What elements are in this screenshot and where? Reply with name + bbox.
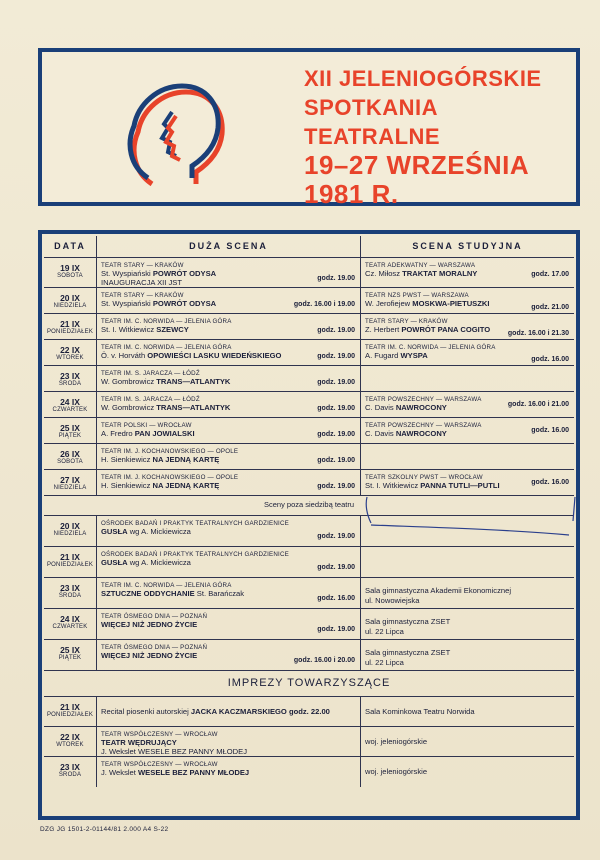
play-author: St. I. Witkiewicz bbox=[101, 325, 155, 334]
stud-theatre: TEATR IM. C. NORWIDA — JELENIA GÓRA bbox=[365, 344, 496, 351]
outside-play-title: SZTUCZNE ODDYCHANIE bbox=[101, 589, 195, 598]
date-weekday: PONIEDZIAŁEK bbox=[46, 562, 94, 568]
outside-row bbox=[44, 640, 574, 671]
table-row bbox=[44, 314, 574, 340]
date-cell bbox=[44, 258, 97, 287]
poster-header bbox=[38, 48, 580, 209]
play-title: OPOWIEŚCI LASKU WIEDEŃSKIEGO bbox=[147, 351, 282, 360]
stud-time: godz. 16.00 bbox=[531, 356, 569, 363]
stud-time: godz. 16.00 bbox=[531, 479, 569, 486]
date-day: 25 IX bbox=[60, 423, 80, 433]
play-title: NA JEDNĄ KARTĘ bbox=[152, 481, 220, 490]
stud-theatre: TEATR NZS PWST — WARSZAWA bbox=[365, 292, 469, 299]
title-line-3: TEATRALNE bbox=[304, 124, 441, 149]
date-cell bbox=[44, 697, 97, 726]
outside-time: godz. 16.00 bbox=[317, 595, 355, 602]
date-day: 23 IX bbox=[60, 371, 80, 381]
date-weekday: ŚRODA bbox=[58, 381, 82, 387]
outside-right-cell bbox=[361, 640, 574, 670]
duza-theatre: TEATR IM. C. NORWIDA — JELENIA GÓRA bbox=[101, 318, 232, 325]
imprezy-prefix: J. Wekslet bbox=[101, 768, 136, 777]
imprezy-left-cell bbox=[97, 697, 361, 726]
play-author: H. Sienkiewicz bbox=[101, 455, 151, 464]
outside-venue-street: ul. 22 Lipca bbox=[365, 658, 404, 667]
play-author: Z. Herbert bbox=[365, 325, 400, 334]
stud-theatre: TEATR POWSZECHNY — WARSZAWA bbox=[365, 422, 482, 429]
date-day: 19 IX bbox=[60, 263, 80, 273]
duza-scena-cell bbox=[97, 366, 361, 391]
imprezy-play-title: TEATR WĘDRUJĄCY bbox=[101, 738, 177, 747]
duza-time: godz. 19.00 bbox=[317, 379, 355, 386]
scena-studyjna-cell bbox=[361, 314, 574, 339]
title-dates: 19–27 WRZEŚNIA 1981 R. bbox=[304, 150, 529, 209]
duza-time: godz. 19.00 bbox=[317, 457, 355, 464]
date-day: 21 IX bbox=[60, 319, 80, 329]
date-day: 21 IX bbox=[60, 702, 80, 712]
duza-theatre: TEATR IM. J. KOCHANOWSKIEGO — OPOLE bbox=[101, 448, 239, 455]
play-author: A. Fredro bbox=[101, 429, 133, 438]
play-title: PAN JOWIALSKI bbox=[134, 429, 195, 438]
outside-left-cell bbox=[97, 516, 361, 546]
date-cell bbox=[44, 340, 97, 365]
imprezy-venue: woj. jeleniogórskie bbox=[365, 737, 428, 746]
play-author: H. Sienkiewicz bbox=[101, 481, 151, 490]
play-author: St. I. Witkiewicz bbox=[365, 481, 419, 490]
duza-scena-cell bbox=[97, 258, 361, 287]
scena-studyjna-cell bbox=[361, 444, 574, 469]
date-weekday: WTOREK bbox=[56, 355, 84, 361]
stud-theatre: TEATR ADEKWATNY — WARSZAWA bbox=[365, 262, 476, 269]
table-row bbox=[44, 288, 574, 314]
duza-theatre: TEATR IM. J. KOCHANOWSKIEGO — OPOLE bbox=[101, 474, 239, 481]
stud-time: godz. 16.00 i 21.30 bbox=[507, 330, 569, 337]
outside-play-title: WIĘCEJ NIŻ JEDNO ŻYCIE bbox=[101, 620, 198, 629]
imprezy-right-cell bbox=[361, 697, 574, 726]
date-day: 22 IX bbox=[60, 345, 80, 355]
duza-time: godz. 19.00 bbox=[317, 431, 355, 438]
outside-venue-street: ul. Nowowiejska bbox=[365, 596, 420, 605]
festival-title bbox=[304, 64, 574, 209]
outside-time: godz. 19.00 bbox=[317, 533, 355, 540]
date-day: 23 IX bbox=[60, 762, 80, 772]
play-title: NAWROCONY bbox=[395, 403, 447, 412]
table-row bbox=[44, 444, 574, 470]
date-day: 24 IX bbox=[60, 614, 80, 624]
date-cell bbox=[44, 392, 97, 417]
imprezy-play-title: JACKA KACZMARSKIEGO bbox=[190, 707, 287, 716]
duza-scena-cell bbox=[97, 444, 361, 469]
imprezy-title: IMPREZY TOWARZYSZĄCE bbox=[227, 677, 391, 689]
outside-venue: Sala gimnastyczna Akademii Ekonomicznej bbox=[365, 586, 512, 595]
imprezy-play-title: WESELE BEZ PANNY MŁODEJ bbox=[138, 768, 250, 777]
duza-time: godz. 19.00 bbox=[317, 483, 355, 490]
duza-time: godz. 19.00 bbox=[317, 405, 355, 412]
outside-row bbox=[44, 578, 574, 609]
stud-time: godz. 16.00 bbox=[531, 427, 569, 434]
imprezy-theatre: TEATR WSPÓŁCZESNY — WROCŁAW bbox=[101, 761, 218, 768]
date-weekday: WTOREK bbox=[56, 742, 84, 748]
stud-time: godz. 16.00 i 21.00 bbox=[507, 401, 569, 408]
date-weekday: NIEDZIELA bbox=[53, 531, 87, 537]
play-author: W. Jerofiejew bbox=[365, 299, 411, 308]
date-day: 23 IX bbox=[60, 583, 80, 593]
imprezy-play bbox=[101, 768, 360, 777]
imprezy-row bbox=[44, 757, 574, 787]
outside-theatre: TEATR ÓSMEGO DNIA — POZNAŃ bbox=[101, 613, 208, 620]
date-day: 26 IX bbox=[60, 449, 80, 459]
outside-right-cell bbox=[361, 578, 574, 608]
date-weekday: PONIEDZIAŁEK bbox=[46, 712, 94, 718]
date-cell bbox=[44, 418, 97, 443]
play-title: POWRÓT PANA COGITO bbox=[401, 325, 491, 334]
imprezy-row bbox=[44, 697, 574, 727]
duza-time: godz. 19.00 bbox=[317, 353, 355, 360]
play-title: TRAKTAT MORALNY bbox=[402, 269, 478, 278]
scena-studyjna-cell bbox=[361, 340, 574, 365]
scena-studyjna-cell bbox=[361, 258, 574, 287]
scena-studyjna-cell bbox=[361, 288, 574, 313]
date-cell bbox=[44, 578, 97, 608]
scena-studyjna-cell bbox=[361, 366, 574, 391]
date-weekday: NIEDZIELA bbox=[53, 485, 87, 491]
outside-venue: Sala gimnastyczna ZSET bbox=[365, 648, 451, 657]
imprezy-right-cell bbox=[361, 727, 574, 756]
duza-theatre: TEATR POLSKI — WROCŁAW bbox=[101, 422, 192, 429]
imprezy-play bbox=[101, 738, 360, 747]
table-row bbox=[44, 340, 574, 366]
date-cell bbox=[44, 314, 97, 339]
duza-theatre: TEATR STARY — KRAKÓW bbox=[101, 292, 184, 299]
play-title: SZEWCY bbox=[156, 325, 189, 334]
table-header-row bbox=[44, 236, 574, 258]
date-weekday: PIĄTEK bbox=[58, 433, 82, 439]
outside-left-cell bbox=[97, 578, 361, 608]
play-title: POWRÓT ODYSA bbox=[152, 269, 217, 278]
scena-studyjna-cell bbox=[361, 392, 574, 417]
date-cell bbox=[44, 609, 97, 639]
play-author: C. Davis bbox=[365, 403, 394, 412]
imprezy-venue: Sala Kominkowa Teatru Norwida bbox=[365, 707, 475, 716]
date-cell bbox=[44, 757, 97, 787]
outside-play-author: wg A. Mickiewicza bbox=[129, 527, 191, 536]
title-line-1: XII JELENIOGÓRSKIE bbox=[304, 66, 542, 91]
outside-row bbox=[44, 547, 574, 578]
handwritten-pen-mark bbox=[361, 491, 581, 541]
outside-row bbox=[44, 609, 574, 640]
date-day: 22 IX bbox=[60, 732, 80, 742]
date-weekday: SOBOTA bbox=[57, 459, 83, 465]
table-row bbox=[44, 366, 574, 392]
date-day: 20 IX bbox=[60, 293, 80, 303]
date-day: 27 IX bbox=[60, 475, 80, 485]
header-date: DATA bbox=[44, 236, 97, 257]
imprezy-extra: J. Wekslet WESELE BEZ PANNY MŁODEJ bbox=[101, 747, 248, 756]
outside-venue: Sala gimnastyczna ZSET bbox=[365, 617, 451, 626]
duza-time: godz. 16.00 i 19.00 bbox=[293, 301, 355, 308]
print-info: DZG JG 1501-2-01144/81 2.000 A4 S-22 bbox=[40, 826, 169, 833]
date-weekday: CZWARTEK bbox=[52, 407, 88, 413]
date-weekday: ŚRODA bbox=[58, 593, 82, 599]
outside-theatre: TEATR ÓSMEGO DNIA — POZNAŃ bbox=[101, 644, 208, 651]
stud-theatre: TEATR STARY — KRAKÓW bbox=[365, 318, 448, 325]
date-weekday: CZWARTEK bbox=[52, 624, 88, 630]
date-day: 21 IX bbox=[60, 552, 80, 562]
outside-play-title: GUSŁA bbox=[101, 527, 128, 536]
date-cell bbox=[44, 288, 97, 313]
imprezy-time: godz. 22.00 bbox=[288, 707, 330, 716]
date-cell bbox=[44, 727, 97, 756]
date-weekday: ŚRODA bbox=[58, 772, 82, 778]
header-scena-studyjna: SCENA STUDYJNA bbox=[412, 241, 523, 251]
header-duza-scena: DUŻA SCENA bbox=[97, 236, 361, 257]
outside-right-cell bbox=[361, 547, 574, 577]
date-cell bbox=[44, 444, 97, 469]
imprezy-left-cell bbox=[97, 727, 361, 756]
stud-theatre: TEATR POWSZECHNY — WARSZAWA bbox=[365, 396, 482, 403]
duza-time: godz. 19.00 bbox=[317, 327, 355, 334]
duza-scena-cell bbox=[97, 314, 361, 339]
date-weekday: SOBOTA bbox=[57, 273, 83, 279]
title-line-2: SPOTKANIA bbox=[304, 95, 439, 120]
duza-scena-cell bbox=[97, 288, 361, 313]
outside-play-title: GUSŁA bbox=[101, 558, 128, 567]
duza-scena-cell bbox=[97, 392, 361, 417]
play-title: NAWROCONY bbox=[395, 429, 447, 438]
scena-studyjna-cell bbox=[361, 418, 574, 443]
stud-time: godz. 21.00 bbox=[531, 304, 569, 311]
duza-theatre: TEATR STARY — KRAKÓW bbox=[101, 262, 184, 269]
imprezy-right-cell bbox=[361, 757, 574, 787]
stud-theatre: TEATR SZKOLNY PWST — WROCŁAW bbox=[365, 474, 483, 481]
imprezy-play bbox=[101, 707, 360, 716]
play-author: A. Fugard bbox=[365, 351, 399, 360]
duza-theatre: TEATR IM. S. JARACZA — ŁÓDŹ bbox=[101, 370, 200, 377]
play-author: W. Gombrowicz bbox=[101, 403, 155, 412]
outside-venues-caption: Sceny poza siedzibą teatru bbox=[263, 500, 355, 509]
imprezy-prefix: Recital piosenki autorskiej bbox=[101, 707, 189, 716]
play-title: MOSKWA-PIETUSZKI bbox=[412, 299, 490, 308]
date-day: 25 IX bbox=[60, 645, 80, 655]
date-day: 20 IX bbox=[60, 521, 80, 531]
date-cell bbox=[44, 470, 97, 495]
imprezy-row bbox=[44, 727, 574, 757]
outside-venue-street: ul. 22 Lipca bbox=[365, 627, 404, 636]
table-row bbox=[44, 258, 574, 288]
duza-theatre: TEATR IM. S. JARACZA — ŁÓDŹ bbox=[101, 396, 200, 403]
play-author: Ö. v. Horváth bbox=[101, 351, 146, 360]
play-title: PANNA TUTLI—PUTLI bbox=[420, 481, 500, 490]
duza-theatre: TEATR IM. C. NORWIDA — JELENIA GÓRA bbox=[101, 344, 232, 351]
duza-extra: INAUGURACJA XII JST bbox=[101, 278, 183, 287]
play-author: C. Davis bbox=[365, 429, 394, 438]
date-cell bbox=[44, 547, 97, 577]
date-cell bbox=[44, 516, 97, 546]
stud-time: godz. 17.00 bbox=[531, 271, 569, 278]
date-day: 24 IX bbox=[60, 397, 80, 407]
play-author: St. Wyspiański bbox=[101, 299, 151, 308]
outside-theatre: OŚRODEK BADAŃ I PRAKTYK TEATRALNYCH GARDZIENICE bbox=[101, 551, 289, 558]
outside-time: godz. 19.00 bbox=[317, 626, 355, 633]
outside-play-author: wg A. Mickiewicza bbox=[129, 558, 191, 567]
outside-left-cell bbox=[97, 640, 361, 670]
duza-scena-cell bbox=[97, 418, 361, 443]
table-row bbox=[44, 418, 574, 444]
head-profile-logo-icon bbox=[112, 72, 232, 192]
outside-left-cell bbox=[97, 609, 361, 639]
date-cell bbox=[44, 640, 97, 670]
play-title: TRANS—ATLANTYK bbox=[156, 403, 231, 412]
play-author: Cz. Miłosz bbox=[365, 269, 401, 278]
outside-play-author: St. Barańczak bbox=[196, 589, 245, 598]
play-title: WYSPA bbox=[400, 351, 428, 360]
outside-time: godz. 16.00 i 20.00 bbox=[293, 657, 355, 664]
outside-right-cell bbox=[361, 609, 574, 639]
play-title: POWRÓT ODYSA bbox=[152, 299, 217, 308]
play-title: NA JEDNĄ KARTĘ bbox=[152, 455, 220, 464]
outside-play-title: WIĘCEJ NIŻ JEDNO ŻYCIE bbox=[101, 651, 198, 660]
date-weekday: PONIEDZIAŁEK bbox=[46, 329, 94, 335]
outside-theatre: TEATR IM. C. NORWIDA — JELENIA GÓRA bbox=[101, 582, 232, 589]
imprezy-left-cell bbox=[97, 757, 361, 787]
imprezy-theatre: TEATR WSPÓŁCZESNY — WROCŁAW bbox=[101, 731, 218, 738]
outside-left-cell bbox=[97, 547, 361, 577]
date-weekday: PIĄTEK bbox=[58, 655, 82, 661]
play-author: W. Gombrowicz bbox=[101, 377, 155, 386]
play-author: St. Wyspiański bbox=[101, 269, 151, 278]
outside-time: godz. 19.00 bbox=[317, 564, 355, 571]
play-title: TRANS—ATLANTYK bbox=[156, 377, 231, 386]
duza-time: godz. 19.00 bbox=[317, 275, 355, 282]
outside-theatre: OŚRODEK BADAŃ I PRAKTYK TEATRALNYCH GARDZIENICE bbox=[101, 520, 289, 527]
duza-scena-cell bbox=[97, 340, 361, 365]
date-weekday: NIEDZIELA bbox=[53, 303, 87, 309]
table-row bbox=[44, 392, 574, 418]
date-cell bbox=[44, 366, 97, 391]
duza-scena-cell bbox=[97, 470, 361, 495]
imprezy-venue: woj. jeleniogórskie bbox=[365, 767, 428, 776]
